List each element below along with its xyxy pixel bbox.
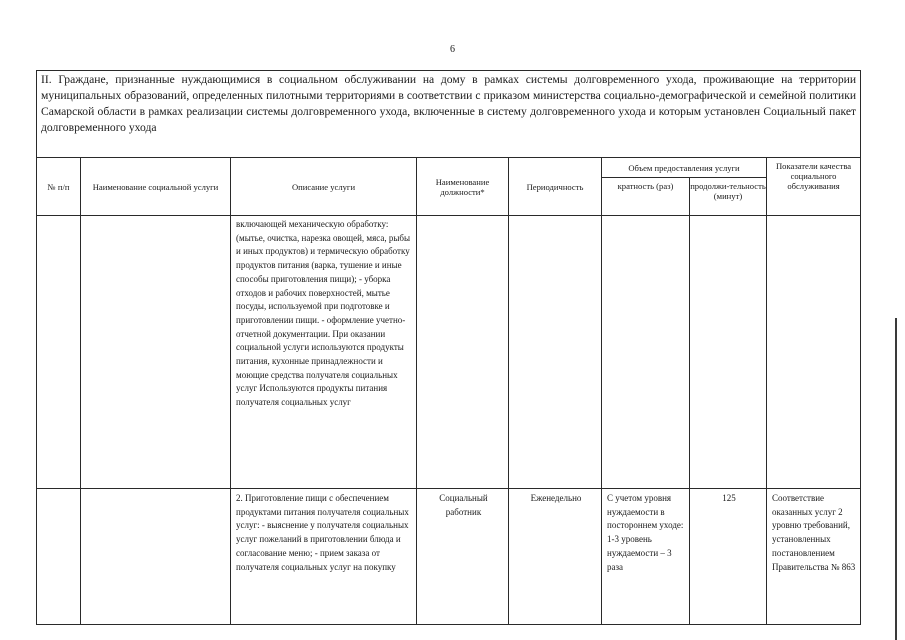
cell-num — [37, 216, 81, 489]
cell-position — [417, 216, 509, 489]
section-title-row — [37, 71, 861, 158]
cell-num — [37, 489, 81, 625]
header-duration: продолжи-тельность (минут) — [690, 178, 767, 216]
section-title: II. Граждане, признанные нуждающимися в социальном обслуживании на дому в рамках системы долговременного ухода, проживающие на территории муниципальных образований, определенных пилотными территориями в соответствии с приказом министерства социально-демографической и семейной политики Самарской области в рамках реализации системы долговременного ухода, включенные в систему долговременного ухода и которым установлен Социальный пакет долговременного ухода — [37, 71, 861, 158]
cell-duration — [690, 216, 767, 489]
cell-quality — [767, 216, 861, 489]
header-volume: Объем предоставления услуги — [602, 158, 767, 178]
header-quality: Показатели качества социального обслуживания — [767, 158, 861, 216]
cell-periodicity: Еженедельно — [509, 489, 602, 625]
cell-description: включающей механическую обработку: (мытье, очистка, нарезка овощей, мяса, рыбы и иных продуктов) и термическую обработку продуктов питания (варка, тушение и иные способы приготовления пищи); - уборка отходов и рабочих поверхностей, мытье посуды, используемой при подготовке и приготовлении пищи. - оформление учетно-отчетной документации. При оказании социальной услуги используются продукты питания, кухонные принадлежности и моющие средства получателя социальных услуг Используются продукты питания получателя социальных услуг — [231, 216, 417, 489]
cell-periodicity — [509, 216, 602, 489]
table-row — [37, 216, 861, 489]
cell-description: 2. Приготовление пищи с обеспечением продуктами питания получателя социальных услуг: - выяснение у получателя социальных услуг пожеланий в приготовлении блюда и согласование меню; - прием заказа от получателя социальных услуг на покупку — [231, 489, 417, 625]
scan-edge-mark — [895, 318, 897, 640]
header-periodicity: Периодичность — [509, 158, 602, 216]
header-multiplicity: кратность (раз) — [602, 178, 690, 216]
cell-multiplicity: С учетом уровня нуждаемости в постороннем уходе: 1-3 уровень нуждаемости – 3 раза — [602, 489, 690, 625]
cell-position: Социальный работник — [417, 489, 509, 625]
cell-duration: 125 — [690, 489, 767, 625]
header-position: Наименование должности* — [417, 158, 509, 216]
header-num: № п/п — [37, 158, 81, 216]
cell-service-name — [81, 216, 231, 489]
header-service-name: Наименование социальной услуги — [81, 158, 231, 216]
cell-multiplicity — [602, 216, 690, 489]
page-number: 6 — [450, 44, 455, 55]
cell-service-name — [81, 489, 231, 625]
header-row — [37, 158, 861, 178]
services-table — [36, 70, 861, 625]
cell-quality: Соответствие оказанных услуг 2 уровню требований, установленных постановлением Правительства № 863 — [767, 489, 861, 625]
table-row — [37, 489, 861, 625]
header-description: Описание услуги — [231, 158, 417, 216]
